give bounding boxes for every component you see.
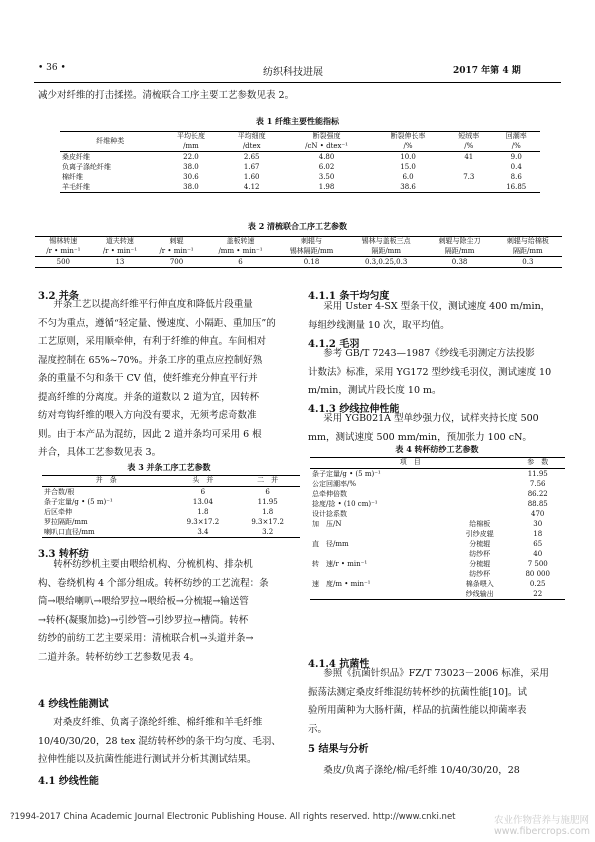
table-cell: 38.0: [183, 183, 199, 191]
text-line: mm，测试速度 500 mm/min，预加张力 100 cN。: [308, 431, 532, 443]
table2-body: [35, 257, 562, 268]
table-cell: 2.65: [243, 153, 260, 161]
table4-caption: 表 4 转杯纺纱工艺参数: [395, 444, 479, 454]
section-4-1-3-text: [308, 410, 568, 447]
table-header-cell: 平均长度 /mm: [176, 132, 205, 150]
table-cell: 纱线输出: [465, 589, 494, 598]
table-cell: [449, 489, 510, 499]
table-cell: 30.6: [183, 173, 199, 181]
table-cell: 88.85: [527, 499, 548, 508]
table-cell: 0.4: [510, 163, 522, 171]
table-cell: 11.95: [527, 469, 548, 478]
page-number: • 36 •: [38, 63, 66, 73]
table-cell: 捻度/捻 • (10 cm)⁻¹: [312, 499, 378, 508]
text-line: 构、卷绕机构 4 个部分组成。转杯纺纱的工艺流程：条: [38, 577, 269, 589]
journal-issue: 2017 年第 4 期: [453, 66, 521, 76]
table-cell: [310, 569, 449, 579]
table-cell: 1.98: [318, 183, 335, 191]
table-header-cell: 头 并: [192, 476, 214, 484]
table-cell: 6: [265, 487, 270, 496]
table-header-cell: 断裂伸长率 /%: [390, 132, 426, 150]
table1-header: [60, 132, 540, 152]
table-cell: 1.8: [262, 507, 274, 516]
table-row: [310, 509, 565, 519]
table-cell: 16.85: [506, 183, 527, 191]
table-cell: 分梳辊: [469, 559, 491, 568]
table-row: [310, 519, 565, 529]
table-row: [310, 569, 565, 579]
table-cell: 0.38: [451, 258, 468, 266]
table-cell: 引纱皮辊: [465, 529, 494, 538]
table-cell: 15.0: [400, 163, 416, 171]
text-line: 参照《抗菌针织品》FZ/T 73023－2006 标准，采用: [323, 668, 549, 679]
table3-caption: 表 3 并条工序工艺参数: [127, 462, 211, 472]
table-cell: 4.80: [318, 153, 335, 161]
table2-header: [35, 237, 562, 257]
table-header-cell: 项 目: [399, 458, 421, 466]
table-cell: 速 度/m • min⁻¹: [312, 579, 371, 588]
text-line: m/min，测试片段长度 10 m。: [308, 385, 442, 396]
table-cell: 9.3×17.2: [251, 517, 284, 526]
table-cell: 0.25: [529, 579, 546, 588]
table-cell: 38.0: [183, 163, 199, 171]
table-cell: 总牵伸倍数: [312, 489, 347, 498]
table-cell: 6.02: [318, 163, 335, 171]
text-line: 参考 GB/T 7243—1987《纱线毛羽测定方法投影: [323, 348, 535, 359]
text-line: 转杯纺纱机主要由喂给机构、分梳机构、排杂机: [53, 559, 253, 570]
table-row: [310, 549, 565, 559]
table-cell: 9.0: [510, 153, 522, 161]
table-row: [60, 182, 540, 193]
section-4-text: [38, 714, 300, 770]
table-cell: 6.0: [402, 173, 414, 181]
footer-copyright: ?1994-2017 China Academic Journal Electronic Publishing House. All rights reserved. http://www.cnki.net: [10, 812, 456, 822]
table-cell: 条子定量/g • (5 m)⁻¹: [44, 497, 113, 506]
table-row: [60, 162, 540, 172]
table-row: [35, 257, 562, 268]
table-cell: 11.95: [257, 497, 278, 506]
section-4-1-3-heading: 4.1.3 纱线拉伸性能: [308, 404, 400, 415]
table-header-cell: 刺辊与 锡林隔距/mm: [289, 237, 334, 255]
table-row: [310, 479, 565, 489]
table-cell: 10.0: [400, 153, 416, 161]
table-cell: 给棉板: [469, 519, 491, 528]
table-header-cell: 锡林与盖板三点 隔距/mm: [361, 237, 411, 255]
table-cell: 38.6: [400, 183, 416, 191]
table-cell: 1.60: [243, 173, 260, 181]
table-cell: [445, 182, 492, 193]
table-cell: 3.50: [318, 173, 335, 181]
table-cell: 6: [200, 487, 206, 496]
section-3-2-text: [38, 296, 300, 463]
table-header-cell: 锡林转速 /r • min⁻¹: [46, 237, 81, 255]
section-4-1-2-heading: 4.1.2 毛羽: [308, 339, 360, 350]
section-3-2-heading: 3.2 并条: [38, 291, 79, 302]
table-cell: 羊毛纤维: [62, 183, 90, 191]
table-row: [42, 497, 300, 507]
table-row: [310, 499, 565, 509]
table-header-cell: 断裂强度 /cN • dtex⁻¹: [305, 132, 348, 150]
table1: [60, 131, 540, 193]
table-cell: 直 径/mm: [312, 539, 349, 548]
table-header-cell: 回潮率 /%: [505, 132, 527, 150]
table-cell: 30: [533, 519, 543, 528]
table-row: [42, 517, 300, 527]
table-cell: [449, 509, 510, 519]
table-cell: 13: [115, 258, 125, 266]
section-4-1-1-heading: 4.1.1 条干均匀度: [308, 291, 390, 302]
section-4-1-4-heading: 4.1.4 抗菌性: [308, 659, 370, 670]
table-cell: 加 压/N: [312, 519, 342, 528]
text-line: 条的重量不匀和条干 CV 值，使纤维充分伸直平行并: [38, 373, 258, 384]
table-cell: 公定回潮率/%: [312, 479, 357, 488]
table-row: [310, 468, 565, 479]
table-row: [310, 529, 565, 539]
section-3-3-heading: 3.3 转杯纺: [38, 549, 89, 560]
table-row: [310, 579, 565, 589]
table-cell: 8.6: [510, 173, 522, 181]
text-line: 提高纤维的分离度。并条的道数以 2 道为宜，因转杯: [38, 391, 260, 403]
table3: [42, 475, 300, 538]
text-line: 纺对弯钩纤维的喂入方向没有要求，无须考虑奇数准: [38, 410, 257, 421]
table-cell: 7.56: [529, 479, 546, 488]
table-cell: 1.8: [197, 507, 209, 516]
table-cell: 0.18: [303, 258, 320, 266]
table-row: [310, 559, 565, 569]
text-line: →转杯(凝聚加捻)→引纱管→引纱罗拉→槽筒。转杯: [38, 614, 249, 626]
text-line: 不匀为重点，遵循“轻定量、慢速度、小隔距、重加压”的: [38, 317, 276, 329]
table4: [310, 457, 565, 600]
table1-caption: 表 1 纤维主要性能指标: [255, 116, 340, 126]
text-line: 振荡法测定桑皮纤维混纺转杯纱的抗菌性能[10]。试: [308, 686, 528, 698]
table-row: [42, 507, 300, 517]
table-cell: [445, 162, 492, 172]
table-cell: 65: [533, 539, 543, 548]
intro-line: 减少对纤维的打击揉搓。清梳联合工序主要工艺参数见表 2。: [38, 90, 295, 101]
table-cell: 18: [533, 529, 543, 538]
table3-header: [42, 476, 300, 487]
table-cell: 分梳辊: [469, 539, 491, 548]
table-cell: 纺纱杯: [469, 549, 491, 558]
text-line: 验所用菌种为大肠杆菌，样品的抗菌性能以抑菌率表: [308, 705, 527, 716]
table-cell: 3.4: [197, 527, 209, 536]
table-cell: 22: [533, 589, 543, 598]
table-cell: [310, 589, 449, 600]
text-line: 筒→喂给喇叭→喂给罗拉→喂给板→分梳辊→输送管: [38, 596, 249, 607]
table-cell: 负离子涤纶纤维: [62, 163, 111, 171]
table-header-cell: 道夫转速 /r • min⁻¹: [102, 237, 137, 255]
table-cell: [449, 499, 510, 509]
table1-body: [60, 152, 540, 193]
table-row: [42, 486, 300, 497]
table-cell: [310, 529, 449, 539]
text-line: 纺纱的前纺工艺主要采用：清梳联合机→头道并条→: [38, 633, 254, 644]
table-cell: 470: [531, 509, 545, 518]
table-cell: 0.3: [522, 258, 534, 266]
table-cell: 棉条喂入: [465, 579, 494, 588]
watermark: 农业作物营养与施肥网 www.fibercrops.com: [494, 815, 591, 837]
table-header-cell: 刺辊 /r • min⁻¹: [159, 237, 194, 255]
section-4-1-4-text: [308, 665, 568, 739]
table-cell: 转 速/r • min⁻¹: [312, 559, 368, 568]
text-line: 湿度控制在 65%~70%。并条工序的重点应控制好熟: [38, 354, 263, 366]
table-cell: 40: [533, 549, 543, 558]
table-cell: 桑皮纤维: [62, 153, 90, 161]
table2-caption: 表 2 清梳联合工序工艺参数: [247, 221, 348, 231]
text-line: 则。由于本产品为混纺，因此 2 道并条均可采用 6 根: [38, 428, 262, 440]
table-cell: 86.22: [527, 489, 548, 498]
table-cell: [449, 468, 510, 479]
table2: [35, 236, 562, 268]
table-header-cell: 平均细度 /dtex: [237, 132, 266, 150]
table-row: [310, 489, 565, 499]
text-line: 每组纱线测量 10 次，取平均值。: [308, 319, 450, 331]
table-cell: 9.3×17.2: [186, 517, 220, 526]
table4-header: [310, 458, 565, 469]
section-3-3-text: [38, 556, 300, 667]
table-cell: 纺纱杯: [469, 569, 491, 578]
table3-body: [42, 486, 300, 537]
table-header-cell: 盖板转速 /mm • min⁻¹: [218, 237, 263, 255]
table4-body: [310, 468, 565, 599]
table-cell: 700: [169, 258, 184, 266]
text-line: 10/40/30/20，28 tex 混纺转杯纱的条干均匀度、毛羽、: [38, 735, 281, 747]
table-cell: 后区牵伸: [44, 507, 72, 516]
table-header-cell: 短绒率 /%: [458, 132, 480, 150]
table-cell: 1.67: [243, 163, 260, 171]
table-cell: 4.12: [243, 183, 260, 191]
table-row: [60, 152, 540, 163]
table-row: [310, 589, 565, 600]
table-cell: 7 500: [527, 559, 548, 568]
section-5-heading: 5 结果与分析: [308, 744, 369, 755]
table-header-cell: 刺辊与除尘刀 隔距/mm: [438, 237, 481, 255]
table-cell: 13.04: [192, 497, 213, 506]
text-line: 拉伸性能以及抗菌性能进行测试并分析其测试结果。: [38, 754, 257, 765]
text-line: 示。: [308, 723, 328, 735]
table-cell: 22.0: [183, 153, 199, 161]
text-line: 对桑皮纤维、负离子涤纶纤维、棉纤维和羊毛纤维: [53, 717, 263, 728]
table-header-cell: 纤维种类: [96, 136, 125, 145]
section-4-1-heading: 4.1 纱线性能: [38, 776, 99, 787]
table-cell: [449, 479, 510, 489]
text-line: 采用 YGB021A 型单纱强力仪，试样夹持长度 500: [323, 413, 539, 424]
text-line: 二道并条。转杯纺纱工艺参数见表 4。: [38, 651, 200, 663]
section-4-1-2-text: [308, 345, 568, 401]
table-cell: 设计捻系数: [312, 509, 347, 518]
table-cell: 500: [56, 258, 70, 266]
text-line: 计数法》标准，采用 YG172 型纱线毛羽仪，测试速度 10: [308, 366, 552, 378]
table-row: [42, 527, 300, 538]
table-cell: 棉纤维: [62, 173, 83, 181]
text-line: 采用 Uster 4-SX 型条干仪，测试速度 400 m/min，: [323, 301, 551, 312]
table-header-cell: 并 条: [95, 476, 117, 484]
table-cell: 6: [238, 258, 243, 266]
table-cell: 并合数/根: [44, 487, 75, 496]
table-cell: 3.2: [262, 527, 274, 536]
text-line: 工艺原则，采用顺牵伸，有利于纤维的伸直。车间相对: [38, 336, 267, 347]
table-cell: 80 000: [525, 569, 550, 578]
header-rule: [34, 82, 561, 83]
table-cell: 7.3: [463, 173, 475, 181]
text-line: 并条工艺以提高纤维平行伸直度和降低片段重量: [53, 299, 253, 310]
table-cell: 41: [464, 153, 474, 161]
table-header-cell: 刺辊与给棉板 隔距/mm: [506, 237, 549, 255]
text-line: 桑皮/负离子涤纶/棉/毛纤维 10/40/30/20，28: [323, 765, 520, 776]
section-4-1-1-text: [308, 298, 568, 335]
table-header-cell: 二 并: [257, 476, 279, 484]
table-header-cell: 参 数: [527, 458, 549, 466]
table-cell: 罗拉隔距/mm: [44, 517, 88, 526]
table-row: [60, 172, 540, 182]
text-line: 并合，具体工艺参数见表 3。: [38, 447, 162, 458]
table-row: [310, 539, 565, 549]
section-4-heading: 4 纱线性能测试: [38, 699, 109, 710]
table-cell: 0.3,0.25,0.3: [364, 258, 408, 266]
section-5-text: [308, 762, 568, 781]
table-cell: [310, 549, 449, 559]
table-cell: 条子定量/g • (5 m)⁻¹: [312, 469, 381, 478]
table-cell: 喇叭口直径/mm: [44, 527, 95, 536]
journal-title: 纺织科技进展: [263, 67, 323, 78]
